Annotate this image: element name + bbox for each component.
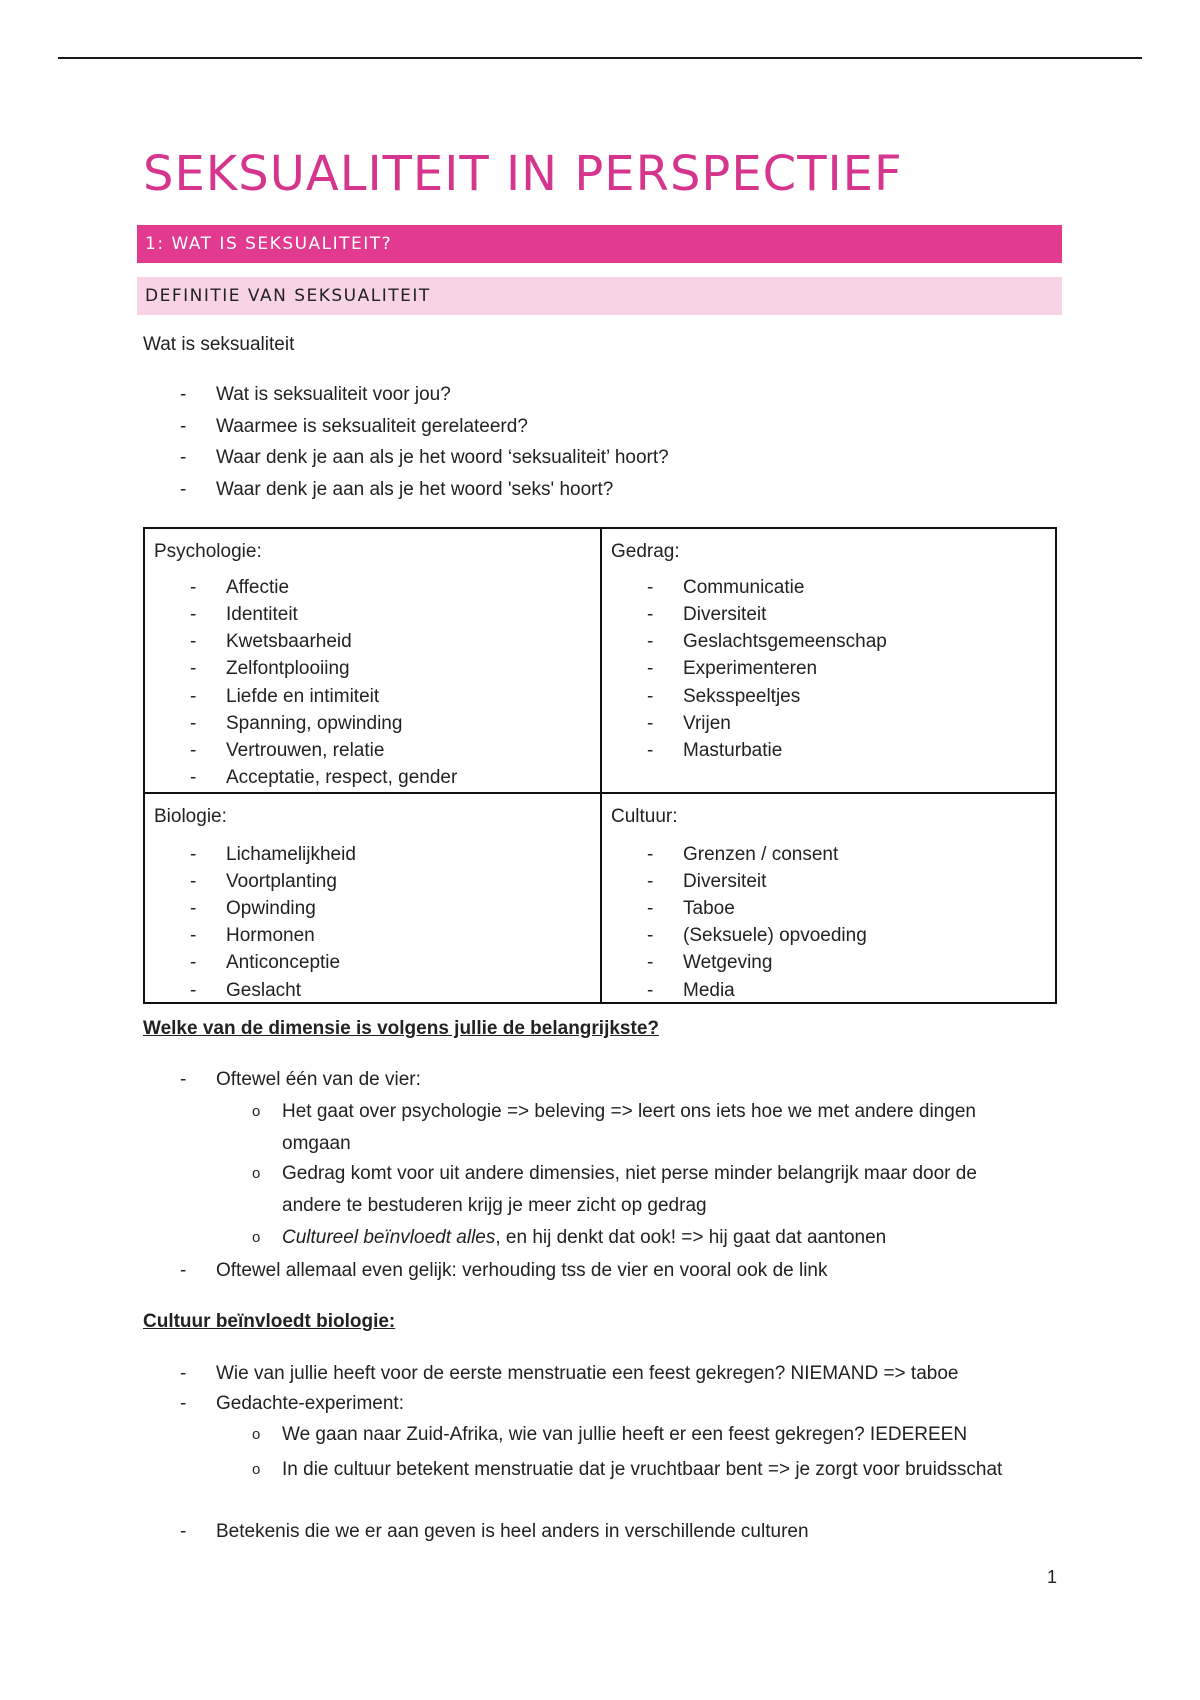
cell-gedrag: Gedrag: - Communicatie - Diversiteit - Geslachtsgemeenschap - Experimenteren - Seksspeeltjes - Vrijen - Masturbatie (611, 541, 887, 761)
heading-1: 1: WAT IS SEKSUALITEIT? (137, 225, 1062, 263)
cell-psychologie: Psychologie: - Affectie - Identiteit - Kwetsbaarheid - Zelfontplooiing - Liefde en intimiteit - Spanning, opwinding - Vertrouwen, relatie - Acceptatie, respect, gender (154, 541, 458, 788)
cell-cultuur: Cultuur: - Grenzen / consent - Diversiteit - Taboe - (Seksuele) opvoeding - Wetgeving - Media (611, 806, 867, 1001)
cell-heading: Psychologie: (154, 541, 262, 562)
sub-list-item: o We gaan naar Zuid-Afrika, wie van jullie heeft er een feest gekregen? IEDEREEN (252, 1424, 968, 1445)
cell-heading: Gedrag: (611, 541, 680, 562)
cell-heading: Biologie: (154, 806, 227, 827)
sub-list-item: o Gedrag komt voor uit andere dimensies, niet perse minder belangrijk maar door de andere te bestuderen krijg je meer zicht op gedrag (252, 1163, 977, 1216)
dimensions-table (143, 527, 1057, 1004)
section-heading: Welke van de dimensie is volgens jullie de belangrijkste? (143, 1018, 659, 1039)
cell-biologie: Biologie: - Lichamelijkheid - Voortplanting - Opwinding - Hormonen - Anticonceptie - Geslacht (154, 806, 356, 1001)
section-heading: Cultuur beïnvloedt biologie: (143, 1311, 396, 1332)
top-rule (58, 57, 1142, 59)
sub-list-item: o Cultureel beïnvloedt alles, en hij denkt dat ook! => hij gaat dat aantonen (252, 1227, 887, 1248)
page-number: 1 (1046, 1567, 1057, 1587)
heading-2: DEFINITIE VAN SEKSUALITEIT (137, 277, 1062, 315)
cell-heading: Cultuur: (611, 806, 678, 827)
sub-list-item: o In die cultuur betekent menstruatie dat je vruchtbaar bent => je zorgt voor bruidsschat (252, 1459, 1003, 1480)
sub-list-item: o Het gaat over psychologie => beleving => leert ons iets hoe we met andere dingen omgaan (252, 1101, 976, 1154)
intro-text: Wat is seksualiteit (143, 334, 295, 355)
document-title: SEKSUALITEIT IN PERSPECTIEF (143, 146, 903, 202)
